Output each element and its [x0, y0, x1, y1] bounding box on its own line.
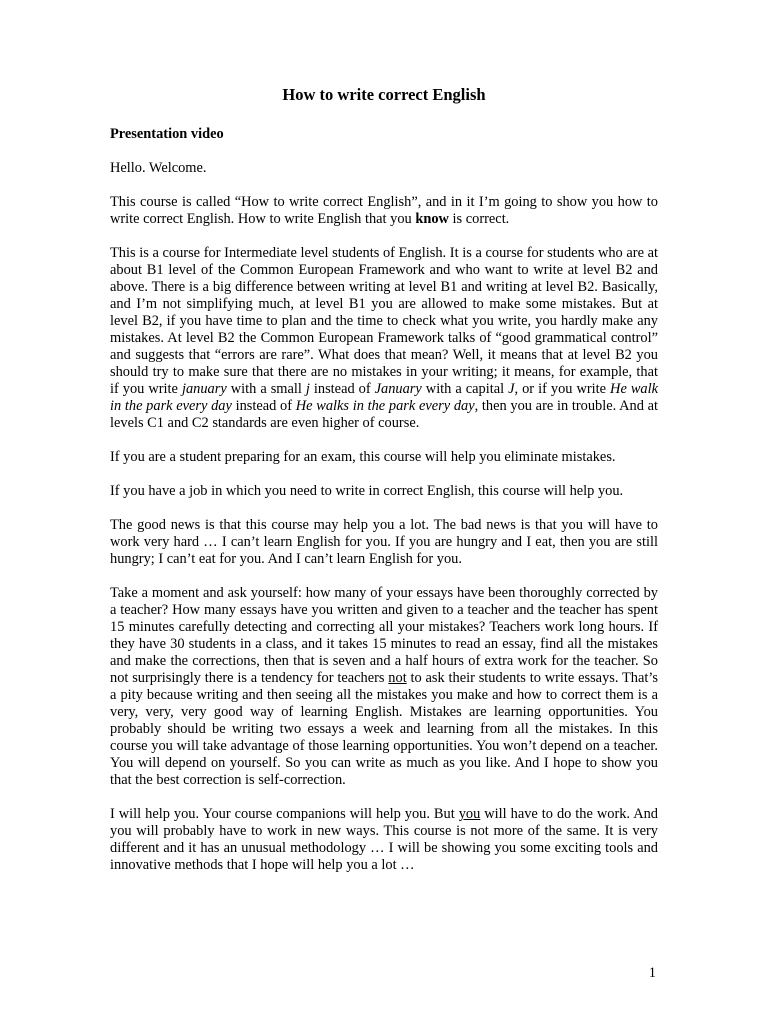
text-run: This is a course for Intermediate level students of English. It is a course for students who are at about B1 level of the Common European Framework and who want to write at level B2 and above. There is a big difference between writing at level B1 and writing at level B2. Basically, and I’m not simplifying much, at level B1 you are allowed to make some mistakes. But at level B2, if you have time to plan and the time to check what you write, you hardly make any mistakes. At level B2 the Common European Framework talks of “good grammatical control” and suggests that “errors are rare”. What does that mean? Well, it means that at level B2 you should try to make sure that there are no mistakes in your writing; it means, for example, that if you write	[110, 245, 658, 397]
paragraph-levels	[110, 245, 658, 432]
paragraph-news: The good news is that this course may help you a lot. The bad news is that you will have to work very hard … I can’t learn English for you. If you are hungry and I eat, then you are still hungry; I can’t eat for you. And I can’t learn English for you.	[110, 517, 658, 567]
text-run: , then you are in trouble. And at levels C1 and C2 standards are even higher of course.	[110, 398, 658, 431]
document-page	[110, 84, 658, 874]
underlined-text: not	[388, 670, 407, 686]
document-title: How to write correct English	[282, 85, 486, 104]
italic-text: J	[508, 381, 515, 397]
text-run: Take a moment and ask yourself: how many of your essays have been thoroughly corrected by a teacher? How many essays have you written and given to a teacher and the teacher has spent 15 minutes carefully detecting and correcting all your mistakes? Teachers work long hours. If they have 30 students in a class, and it takes 15 minutes to read an essay, find all the mistakes and make the corrections, then that is seven and a half hours of extra work for the teacher. So not surprisingly there is a tendency for teachers	[110, 585, 658, 686]
page-number: 1	[648, 965, 656, 981]
text-run: instead of	[231, 398, 296, 414]
underlined-text: you	[458, 806, 481, 822]
paragraph-job: If you have a job in which you need to write in correct English, this course will help you.	[110, 483, 624, 499]
paragraph-course-intro	[110, 194, 658, 228]
text-run: will have to do the work. And you will probably have to work in new ways. This course is not more of the same. It is very different and it has an unusual methodology … I will be showing you some exciting tools and innovative methods that I hope will help you a lot …	[110, 806, 658, 873]
bold-text: know	[415, 211, 449, 227]
italic-text: He walks in the park every day	[295, 398, 475, 414]
text-run: I will help you. Your course companions will help you. But	[110, 806, 459, 822]
text-run: with a small	[226, 381, 306, 397]
text-run: This course is called “How to write correct English”, and in it I’m going to show you how to write correct English. How to write English that you	[110, 194, 658, 227]
paragraph-essays	[110, 585, 658, 789]
text-run: instead of	[309, 381, 375, 397]
paragraph-greeting: Hello. Welcome.	[110, 160, 207, 176]
text-run: with a capital	[421, 381, 509, 397]
text-run: to ask their students to write essays. That’s a pity because writing and then seeing all the mistakes you make and how to correct them is a very, very, very good way of learning English. Mistakes are learning opportunities. You probably should be writing two essays a week and learning from all the mistakes. In this course you will take advantage of those learning opportunities. You won’t depend on a teacher. You will depend on yourself. So you can write as much as you like. And I hope to show you that the best correction is self-correction.	[110, 670, 658, 788]
italic-text: j	[305, 381, 310, 397]
section-heading: Presentation video	[110, 126, 224, 142]
text-run: is correct.	[448, 211, 510, 227]
paragraph-help	[110, 806, 658, 874]
italic-text: He walk in the park every day	[110, 381, 659, 414]
text-run: , or if you write	[514, 381, 611, 397]
paragraph-exam: If you are a student preparing for an exam, this course will help you eliminate mistakes.	[110, 449, 616, 465]
italic-text: january	[181, 381, 227, 397]
italic-text: January	[374, 381, 422, 397]
